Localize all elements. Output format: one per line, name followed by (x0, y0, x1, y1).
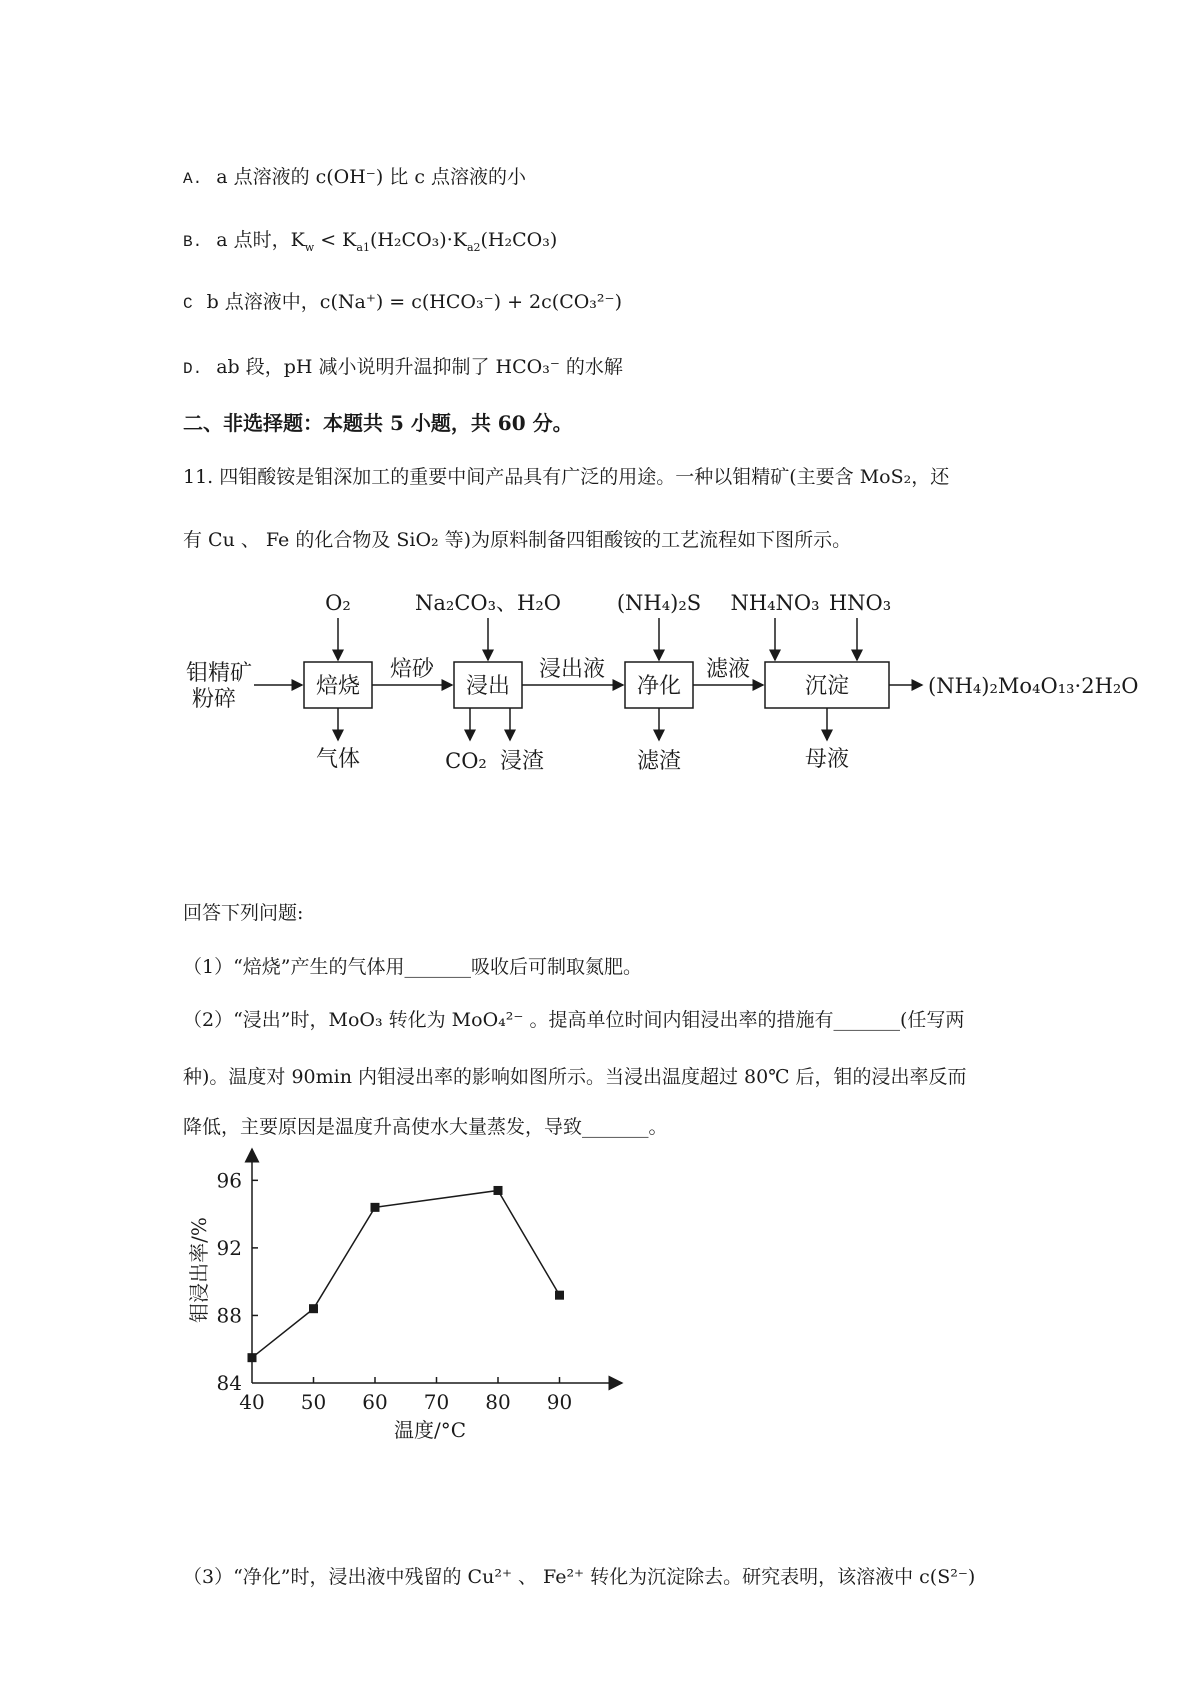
x-tick-label: 90 (546, 1390, 573, 1414)
flow-start-line2: 粉碎 (192, 687, 237, 712)
section-title: 二、非选择题：本题共 5 小题，共 60 分。 (183, 411, 573, 435)
answer-intro: 回答下列问题: (183, 902, 304, 924)
option-a-text: a 点溶液的 c(OH⁻) 比 c 点溶液的小 (216, 166, 527, 188)
sub-question-2-line1: （2）“浸出”时，MoO₃ 转化为 MoO₄²⁻ 。提高单位时间内钼浸出率的措施有_______(任写两 (183, 1009, 965, 1031)
option-b-mid2: (H₂CO₃)·K (369, 229, 467, 251)
option-d (183, 352, 623, 384)
x-tick-label: 50 (300, 1390, 327, 1414)
y-tick-label: 92 (216, 1235, 242, 1260)
option-b-pre: a 点时，K (216, 229, 305, 251)
flow-box-roast-label: 焙烧 (315, 674, 361, 699)
flow-input-nh4no3: NH₄NO₃ (730, 591, 820, 615)
flow-input-na2co3-h2o: Na₂CO₃、H₂O (415, 591, 561, 615)
flow-input-o2: O₂ (325, 591, 351, 615)
option-d-text: ab 段，pH 减小说明升温抑制了 HCO₃⁻ 的水解 (216, 356, 623, 378)
y-tick-label: 96 (216, 1168, 242, 1193)
flow-box-precipitate-label: 沉淀 (804, 674, 850, 699)
flow-arrow-label-filtrate: 滤液 (705, 657, 751, 682)
flow-output-filter-residue: 滤渣 (636, 749, 682, 774)
data-point (371, 1203, 380, 1212)
option-b-letter: B. (183, 233, 203, 251)
option-b-sub-w: w (304, 240, 315, 254)
sub-question-2-line2: 种)。温度对 90min 内钼浸出率的影响如图所示。当浸出温度超过 80℃ 后，钼的浸出率反而 (183, 1066, 967, 1088)
data-point (555, 1291, 564, 1300)
q11-line1: 11. 四钼酸铵是钼深加工的重要中间产品具有广泛的用途。一种以钼精矿(主要含 MoS₂，还 (183, 466, 950, 488)
q11-line2: 有 Cu 、 Fe 的化合物及 SiO₂ 等)为原料制备四钼酸铵的工艺流程如下图所示。 (183, 529, 852, 551)
x-tick-label: 60 (362, 1390, 388, 1414)
flow-output-gas: 气体 (315, 747, 361, 772)
option-a (183, 162, 526, 194)
y-tick-label: 84 (216, 1371, 242, 1395)
y-tick-label: 88 (216, 1303, 242, 1328)
data-point (494, 1186, 503, 1195)
flow-box-purify-label: 净化 (636, 674, 682, 699)
x-axis-label: 温度/°C (393, 1418, 467, 1442)
y-axis-label: 钼浸出率/% (187, 1217, 211, 1323)
option-a-letter: A. (183, 170, 203, 188)
flow-input-hno3: HNO₃ (828, 591, 892, 615)
series-line (252, 1190, 560, 1357)
option-b-mid: < K (314, 229, 357, 251)
flow-arrow-label-leachate: 浸出液 (538, 657, 606, 682)
option-c (183, 287, 622, 319)
option-b-sub-a1: a1 (356, 240, 370, 254)
sub-question-1: （1）“焙烧”产生的气体用_______吸收后可制取氮肥。 (183, 956, 643, 978)
x-tick-label: 80 (485, 1390, 511, 1414)
x-tick-label: 70 (423, 1390, 450, 1414)
option-d-letter: D. (183, 360, 203, 378)
sub-question-2-line3: 降低，主要原因是温度升高使水大量蒸发，导致_______。 (183, 1116, 668, 1138)
data-point (309, 1304, 318, 1313)
flow-output-co2: CO₂ (445, 749, 487, 773)
x-tick-label: 40 (239, 1390, 265, 1414)
flow-box-leach-label: 浸出 (465, 674, 511, 699)
option-b-sub-a2: a2 (466, 240, 481, 254)
option-b (183, 225, 557, 263)
option-b-post: (H₂CO₃) (480, 229, 558, 251)
option-c-letter: C (183, 295, 193, 313)
flow-input-nh4-2s: (NH₄)₂S (616, 591, 702, 615)
process-flow-diagram (180, 580, 1160, 800)
leach-rate-chart (180, 1145, 640, 1445)
data-point (248, 1353, 257, 1362)
flow-arrow-label-calcine: 焙砂 (389, 657, 435, 682)
flow-output-leach-residue: 浸渣 (499, 749, 545, 774)
flow-start-line1: 钼精矿 (186, 661, 253, 686)
flow-output-mother-liquor: 母液 (804, 747, 850, 772)
flow-product: (NH₄)₂Mo₄O₁₃·2H₂O (928, 674, 1139, 698)
option-c-text: b 点溶液中，c(Na⁺) = c(HCO₃⁻) + 2c(CO₃²⁻) (206, 291, 622, 313)
sub-question-3: （3）“净化”时，浸出液中残留的 Cu²⁺ 、 Fe²⁺ 转化为沉淀除去。研究表明，该溶液中 c(S²⁻) (183, 1566, 976, 1588)
